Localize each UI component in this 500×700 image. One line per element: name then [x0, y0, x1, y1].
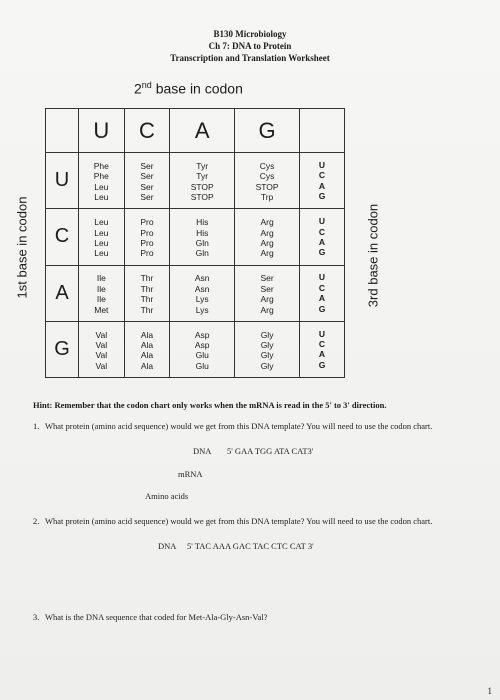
amino-acid-cell: [124, 153, 170, 209]
amino-acid: Asn: [194, 283, 210, 294]
amino-acid: Ala: [140, 329, 154, 340]
third-base: U: [318, 216, 326, 227]
amino-acid: Ile: [96, 283, 106, 294]
third-base-cell: [300, 153, 345, 209]
third-base-cell: [300, 265, 345, 321]
amino-acid: Asp: [194, 339, 210, 350]
amino-acid: Val: [95, 339, 108, 350]
amino-acid: Leu: [94, 192, 109, 203]
amino-acid: Arg: [260, 294, 274, 305]
amino-acid: Thr: [140, 273, 154, 284]
amino-acid: Thr: [140, 283, 154, 294]
amino-acid-cell: [79, 321, 125, 377]
first-base-label: 1st base in codon: [14, 196, 30, 299]
q1-dna-sequence: 5' GAA TGG ATA CAT3': [227, 446, 314, 456]
amino-acid: Gln: [195, 237, 209, 248]
third-base: G: [318, 191, 326, 202]
amino-acid: Phe: [93, 171, 109, 182]
amino-acid: STOP: [190, 181, 214, 192]
third-base-label: 3rd base in codon: [365, 203, 381, 308]
amino-acid: Arg: [260, 217, 274, 228]
amino-acid: Lys: [195, 294, 209, 305]
amino-acid: Pro: [140, 237, 154, 248]
amino-acid: Pro: [140, 227, 154, 238]
amino-acid: Val: [95, 360, 108, 371]
amino-acid: Trp: [260, 192, 274, 203]
second-base-a: A: [170, 109, 235, 153]
amino-acid: Ser: [140, 171, 154, 182]
amino-acid: Gly: [260, 329, 274, 340]
third-base: A: [318, 349, 326, 360]
amino-acid: STOP: [190, 192, 214, 203]
amino-acid: Val: [95, 350, 108, 361]
amino-acid-cell: [170, 153, 235, 209]
third-base: U: [318, 272, 326, 283]
amino-acid: Asp: [194, 329, 210, 340]
amino-acid: Cys: [259, 160, 275, 171]
third-base: C: [318, 338, 326, 349]
amino-acid: Ile: [96, 294, 106, 305]
amino-acid-cell: [124, 265, 170, 321]
q1-amino-acids-label: Amino acids: [145, 491, 189, 501]
amino-acid-cell: [235, 265, 300, 321]
chapter-title: Ch 7: DNA to Protein: [208, 41, 292, 51]
header-corner: [46, 109, 79, 153]
third-base: U: [318, 328, 326, 339]
amino-acid: Leu: [94, 217, 109, 228]
amino-acid: Ile: [96, 273, 106, 284]
amino-acid-cell: [170, 321, 235, 377]
amino-acid: Pro: [140, 248, 154, 259]
amino-acid: Ser: [260, 273, 274, 284]
amino-acid: Pro: [140, 217, 154, 228]
question-text: What is the DNA sequence that coded for Met-Ala-Gly-Asn-Val?: [45, 612, 268, 622]
amino-acid-cell: [235, 321, 300, 377]
amino-acid: Arg: [260, 304, 274, 315]
question-number: 1.: [33, 421, 40, 431]
question-number: 3.: [33, 612, 40, 622]
amino-acid: STOP: [255, 181, 279, 192]
hint-text: Hint: Remember that the codon chart only works when the mRNA is read in the 5' to 3' direction.: [33, 400, 387, 410]
amino-acid: Ser: [140, 181, 154, 192]
amino-acid: Ser: [140, 192, 154, 203]
amino-acid: Leu: [94, 227, 109, 238]
codon-chart: [45, 108, 345, 378]
amino-acid: Met: [94, 304, 109, 315]
worksheet-title: Transcription and Translation Worksheet: [170, 53, 330, 63]
amino-acid-cell: [170, 265, 235, 321]
course-title: B130 Microbiology: [213, 29, 287, 39]
q2-dna-label: DNA: [158, 541, 177, 551]
third-base: G: [318, 247, 326, 258]
q1-dna-label: DNA: [193, 446, 212, 456]
third-base: A: [318, 180, 326, 191]
amino-acid: Arg: [260, 248, 274, 259]
third-base: A: [318, 293, 326, 304]
amino-acid-cell: [170, 209, 235, 265]
amino-acid: Ala: [140, 350, 154, 361]
third-base-cell: [300, 209, 345, 265]
amino-acid-cell: [79, 209, 125, 265]
amino-acid: Gln: [195, 248, 209, 259]
first-base-c: C: [46, 209, 79, 265]
amino-acid-cell: [235, 153, 300, 209]
amino-acid: Ser: [260, 283, 274, 294]
amino-acid: Ser: [140, 160, 154, 171]
amino-acid: Leu: [94, 237, 109, 248]
amino-acid: Asn: [194, 273, 210, 284]
amino-acid: Thr: [140, 304, 154, 315]
amino-acid: Lys: [195, 304, 209, 315]
third-base: C: [318, 282, 326, 293]
amino-acid: Thr: [140, 294, 154, 305]
third-base: G: [318, 359, 326, 370]
first-base-u: U: [46, 153, 79, 209]
amino-acid: Arg: [260, 227, 274, 238]
amino-acid: Glu: [195, 350, 209, 361]
question-text: What protein (amino acid sequence) would we get from this DNA template? You will need to use the codon chart.: [45, 421, 433, 431]
amino-acid: His: [196, 227, 209, 238]
question-text: What protein (amino acid sequence) would we get from this DNA template? You will need to use the codon chart.: [45, 516, 433, 526]
second-base-c: C: [124, 109, 170, 153]
amino-acid: Cys: [259, 171, 275, 182]
third-base: A: [318, 236, 326, 247]
amino-acid: Gly: [260, 339, 274, 350]
amino-acid-cell: [79, 265, 125, 321]
third-base: C: [318, 170, 326, 181]
amino-acid: Phe: [93, 160, 109, 171]
amino-acid: His: [196, 217, 209, 228]
first-base-g: G: [46, 321, 79, 377]
second-base-u: U: [79, 109, 125, 153]
amino-acid: Glu: [195, 360, 209, 371]
second-base-label: 2nd base in codon: [134, 80, 243, 97]
page-number: 1: [487, 686, 492, 696]
third-base: U: [318, 159, 326, 170]
amino-acid-cell: [235, 209, 300, 265]
second-base-g: G: [235, 109, 300, 153]
amino-acid: Tyr: [196, 171, 209, 182]
question-number: 2.: [33, 516, 40, 526]
first-base-a: A: [46, 265, 79, 321]
amino-acid: Tyr: [196, 160, 209, 171]
amino-acid: Leu: [94, 248, 109, 259]
amino-acid-cell: [124, 321, 170, 377]
third-base: C: [318, 226, 326, 237]
amino-acid: Gly: [260, 360, 274, 371]
amino-acid: Ala: [140, 360, 154, 371]
amino-acid: Gly: [260, 350, 274, 361]
third-base-cell: [300, 321, 345, 377]
third-base: G: [318, 303, 326, 314]
header-blank: [300, 109, 345, 153]
amino-acid-cell: [124, 209, 170, 265]
q1-mrna-label: mRNA: [178, 469, 203, 479]
amino-acid: Ala: [140, 339, 154, 350]
amino-acid-cell: [79, 153, 125, 209]
q2-dna-sequence: 5' TAC AAA GAC TAC CTC CAT 3': [187, 541, 314, 551]
amino-acid: Val: [95, 329, 108, 340]
amino-acid: Leu: [94, 181, 109, 192]
amino-acid: Arg: [260, 237, 274, 248]
